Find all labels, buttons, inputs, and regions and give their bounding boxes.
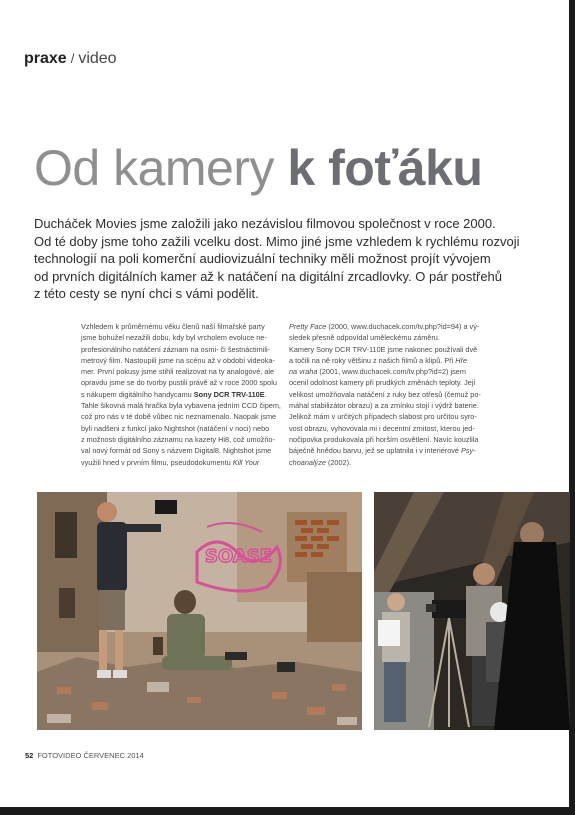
body-line: nočipovka produkovala při horším osvětlení. Navíc kouzlila (289, 434, 479, 444)
body-line: Tahle šikovná malá hračka byla vybavena jedním CCD čipem, (81, 401, 281, 411)
body-line: velikost umožňovala natáčení z ruky bez otřesů (čemuž po- (289, 389, 481, 399)
body-line: máhal stabilizátor obrazu) a za zmínku stojí i výdrž baterie. (289, 401, 479, 411)
body-column-2 (289, 321, 491, 468)
body-column-1 (81, 321, 283, 468)
section-separator: / (70, 51, 75, 66)
body-line: Jelikož mám v určitých případech slabost pro určitou syro- (289, 412, 477, 422)
subsection-name: video (78, 50, 117, 67)
lead-line: z této cesty se nyní chci s vámi podělit. (34, 286, 259, 302)
page-edge-bottom (0, 807, 575, 815)
body-line: jsme bohužel nezažili dobu, kdy byl vrcholem evoluce ne- (81, 333, 267, 343)
body-line (289, 445, 491, 456)
attic-scene-illustration (374, 492, 570, 730)
body-line: mer. První pokusy jsme stihli realizovat na ty analogové, ale (81, 367, 275, 377)
section-label (24, 50, 117, 68)
body-text: . (264, 389, 267, 399)
film-title: Kill Your (232, 457, 260, 467)
lead-line: technologií na poli komerční audiovizuální techniky měli možnost projít vývojem (34, 251, 491, 267)
body-text: báječně hnědou barvu, jež se uplatnila i v interiérové (289, 446, 459, 456)
magazine-issue: FOTOVIDEO ČERVENEC 2014 (37, 751, 144, 760)
body-text: využili hned v prvním filmu, pseudodokumentu (81, 457, 233, 467)
article-lead (34, 215, 534, 303)
camera-model-name: Sony DCR TRV-110E (193, 389, 265, 399)
body-line: ocenil odolnost kamery při prudkých změnách teploty. Její (289, 378, 476, 388)
body-line: což pro nás v té době vůbec nic neznamenalo. Naopak jsme (81, 412, 277, 422)
body-line: Kamery Sony DCR TRV-110E jsme nakonec používali dvě (289, 344, 478, 354)
body-line: byli nadšeni z funkcí jako Nightshot (natáčení v noci) nebo (81, 423, 270, 433)
photo-crew-in-ruins (37, 492, 362, 730)
body-line: sledek přesně odpovídal uměleckému záměru. (289, 333, 440, 343)
photo-attic-shoot (374, 492, 570, 730)
lead-line: Ducháček Movies jsme založili jako nezávislou filmovou společnost v roce 2000. (34, 216, 496, 231)
body-line: profesionálního natáčení záznam na osmi- či šestnáctimili- (81, 344, 270, 354)
section-name: praxe (24, 50, 67, 67)
body-line: z možnosti digitálního záznamu na kazety Hi8, což umožňo- (81, 434, 275, 444)
body-line: val nový formát od Sony s názvem Digital8. Nightshot jsme (81, 446, 272, 456)
body-line: metrový film. Nastoupili jsme na scénu až v období videoka- (81, 355, 275, 365)
article-headline (34, 138, 482, 198)
lead-line: Od té doby jsme toho zažili vcelku dost. Mimo jiné jsme vzhledem k rychlému rozvoji (34, 233, 520, 249)
page-footer (25, 751, 144, 760)
graffiti-text: SOASE (205, 546, 272, 567)
body-line (289, 366, 491, 377)
film-title: Psy- (461, 446, 476, 456)
headline-bold: k foťáku (287, 140, 483, 196)
body-text: s nákupem digitálního handycamu (81, 389, 194, 399)
body-line (289, 457, 491, 468)
body-line (289, 355, 491, 366)
body-line (289, 321, 491, 332)
film-title: Pretty Face (289, 322, 327, 331)
page-number: 52 (25, 751, 34, 760)
body-line: Vzhledem k průměrnému věku členů naší filmařské party (81, 322, 265, 331)
film-title: choanalýze (289, 457, 326, 467)
headline-light: Od kamery (34, 140, 275, 196)
lead-line: od prvních digitálních kamer až k natáčení na digitální zrcadlovky. O pár postřehů (34, 268, 503, 284)
body-line: vost obrazu, vyhovovala mi i decentní zrnitost, kterou jed- (289, 423, 475, 433)
body-line (81, 389, 283, 400)
body-text: (2000, www.duchacek.com/tv.php?id=94) a vý- (326, 322, 480, 331)
body-text: (2002). (325, 457, 352, 467)
body-text: a točili na ně roky většinu z našich filmů a klipů. Při (289, 355, 454, 365)
body-text: (2001, www.duchacek.com/tv.php?id=2) jsem (317, 367, 466, 377)
film-title: Hře (455, 355, 468, 365)
ruins-scene-illustration (37, 492, 362, 730)
body-line: opravdu jsme se do tvorby pustili právě až v roce 2000 spolu (81, 378, 277, 388)
body-line (81, 457, 283, 468)
film-title: na vraha (289, 367, 318, 377)
